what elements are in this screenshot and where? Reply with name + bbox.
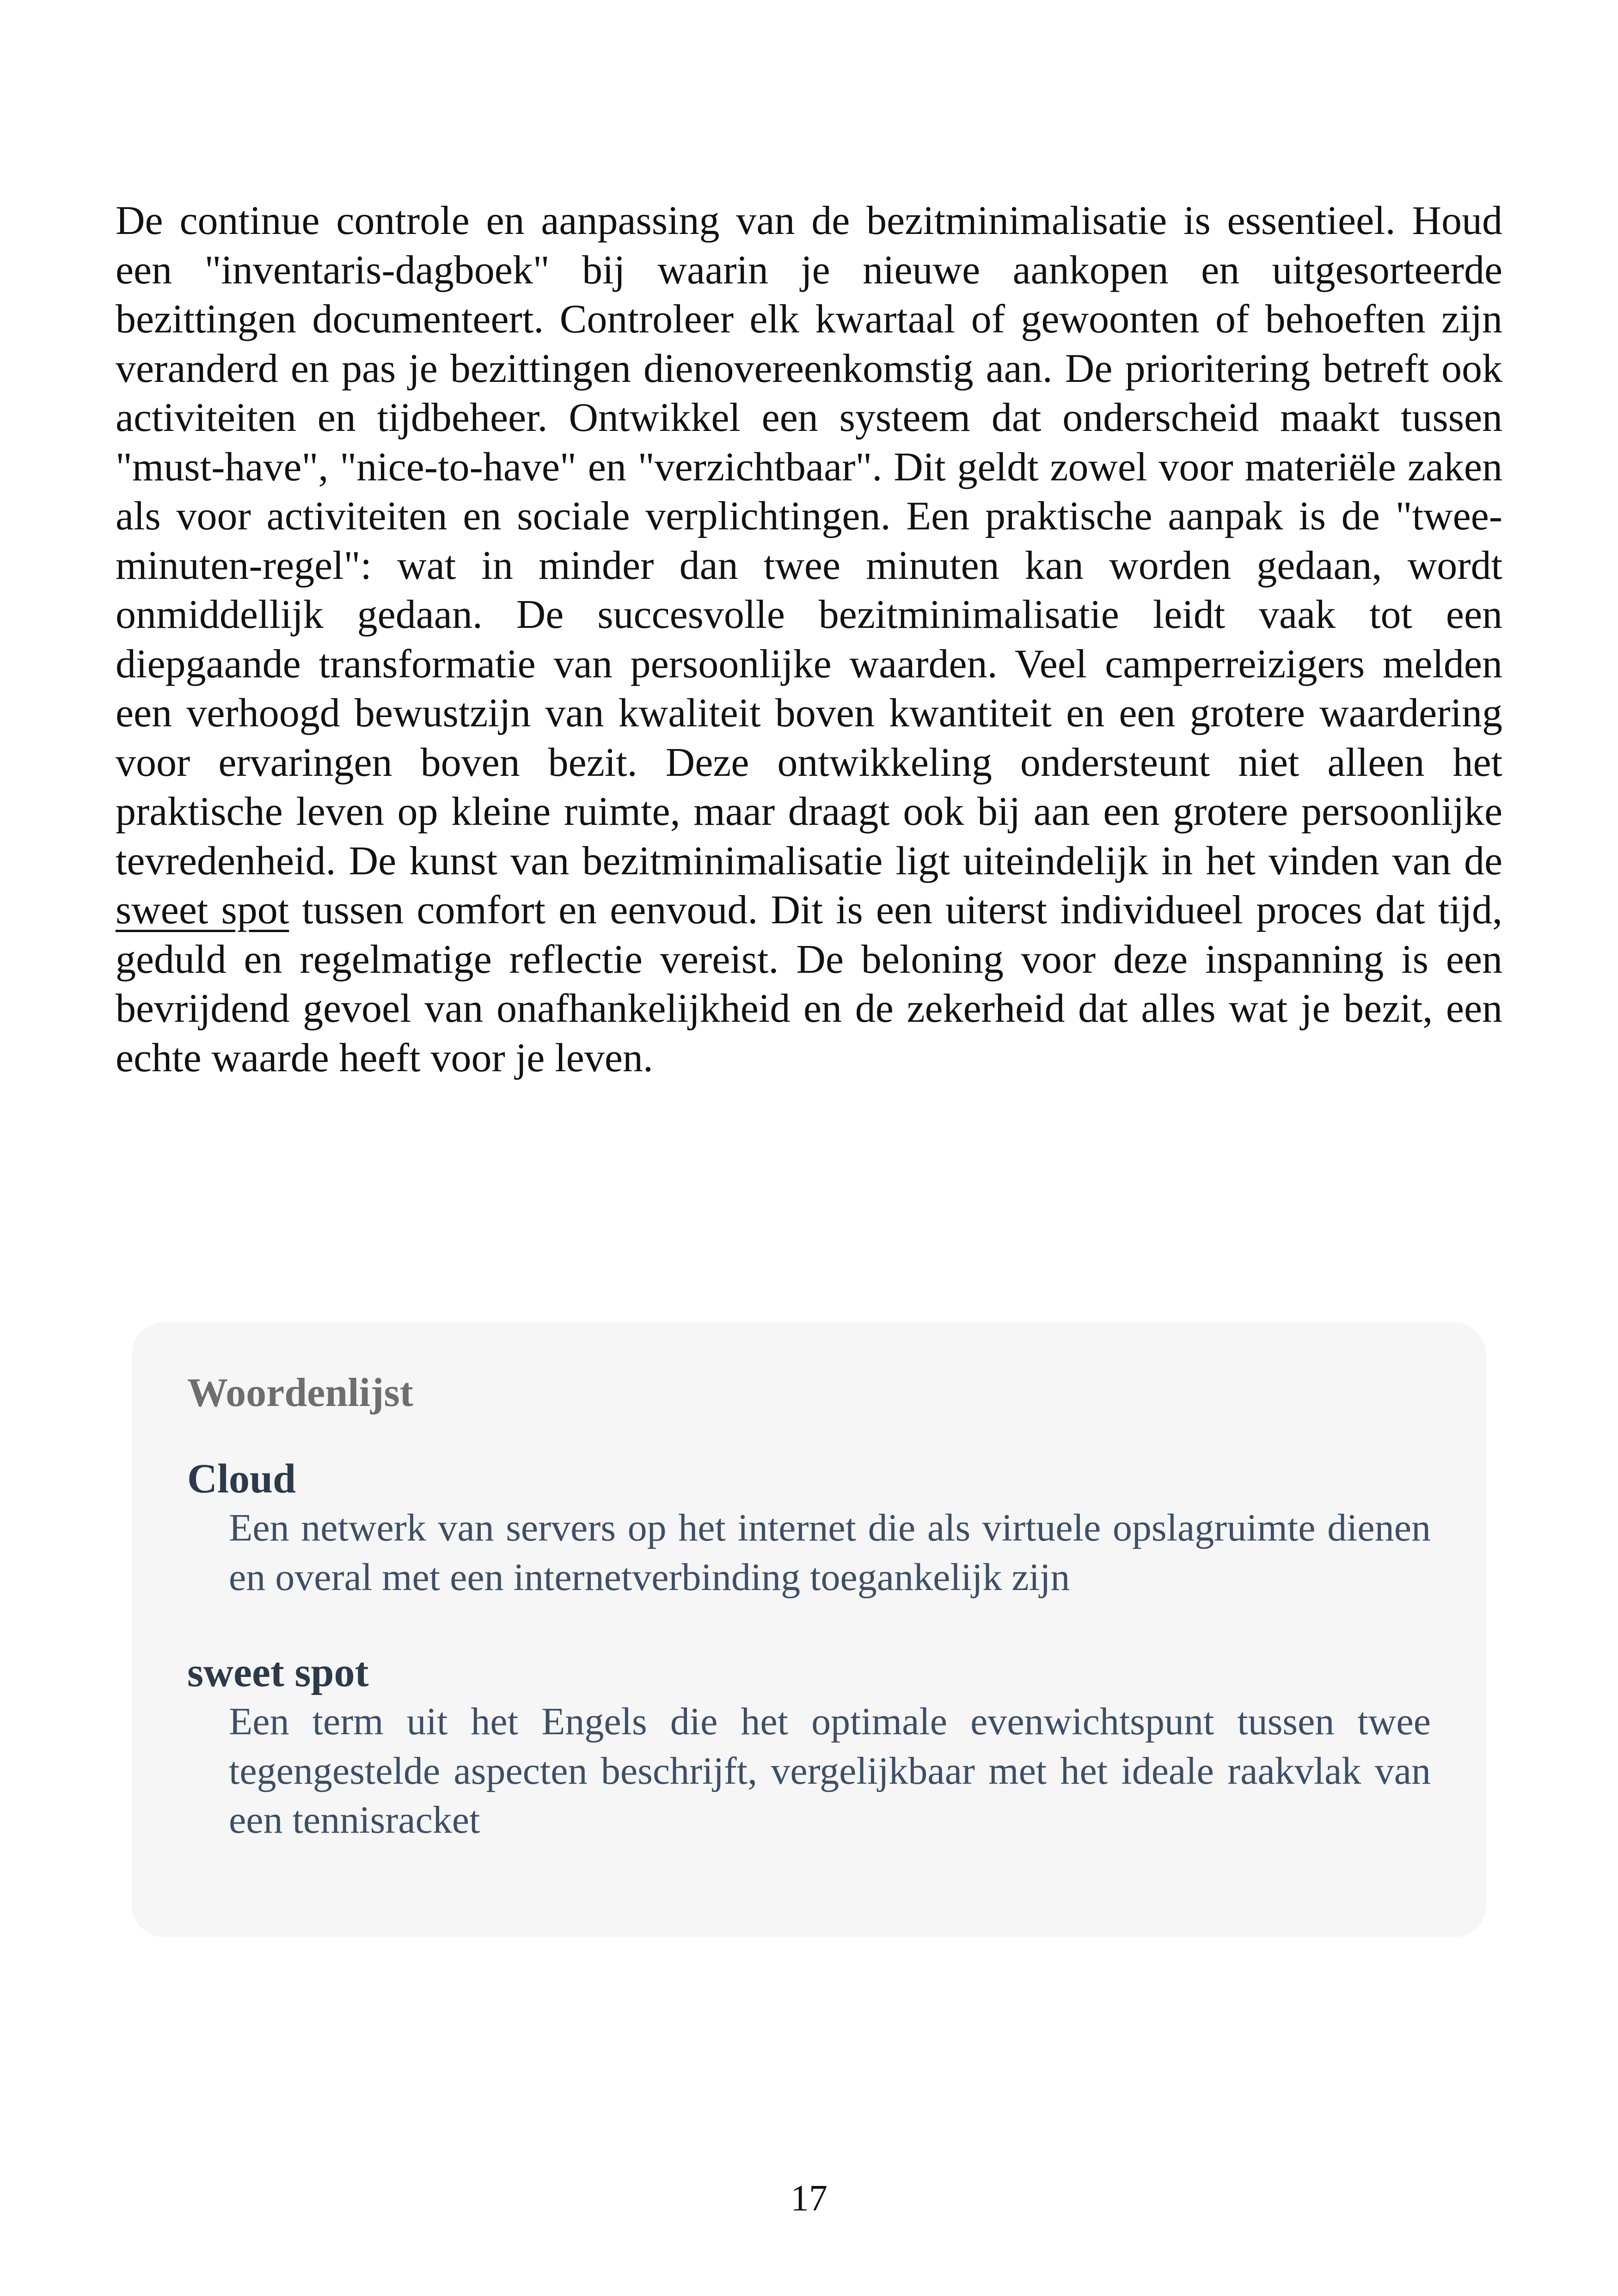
page-number: 17 [791,2178,827,2219]
body-paragraph [116,196,1502,1083]
glossary-entry-sweet-spot [187,1648,1431,1845]
glossary-definition: Een netwerk van servers op het internet die als virtuele opslagruimte dienen en overal met een internetverbinding toegankelijk zijn [229,1506,1431,1599]
glossary-title: Woordenlijst [187,1370,413,1415]
body-text-after-term: tussen comfort en eenvoud. Dit is een uiterst individueel proces dat tijd, geduld en regelmatige reflectie vereist. De beloning voor deze inspanning is een bevrijdend gevoel van onafhankelijkheid en de zekerheid dat alles wat je bezit, een echte waarde heeft voor je leven. [116,888,1502,1080]
glossary-entry-cloud [187,1455,1431,1602]
glossary-definition: Een term uit het Engels die het optimale evenwichtspunt tussen twee tegengestelde aspecten beschrijft, vergelijkbaar met het ideale raakvlak van een tennisracket [229,1700,1431,1842]
glossary-term-link-sweet-spot[interactable]: sweet spot [116,888,289,933]
glossary-term: sweet spot [187,1650,369,1695]
glossary-box [132,1322,1486,1937]
glossary-term: Cloud [187,1456,296,1502]
body-text-before-term: De continue controle en aanpassing van de bezitminimalisatie is essentieel. Houd een "inventaris-dagboek" bij waarin je nieuwe aankopen en uitgesorteerde bezittingen documenteert. Controleer elk kwartaal of gewoonten of behoeften zijn veranderd en pas je bezittingen dienovereenkomstig aan. De prioritering betreft ook activiteiten en tijdbeheer. Ontwikkel een systeem dat onderscheid maakt tussen "must-have", "nice-to-have" en "verzichtbaar". Dit geldt zowel voor materiële zaken als voor activiteiten en sociale verplichtingen. Een praktische aanpak is de "twee-minuten-regel": wat in minder dan twee minuten kan worden gedaan, wordt onmiddellijk gedaan. De succesvolle bezitminimalisatie leidt vaak tot een diepgaande transformatie van persoonlijke waarden. Veel camperreizigers melden een verhoogd bewustzijn van kwaliteit boven kwantiteit en een grotere waardering voor ervaringen boven bezit. Deze ontwikkeling ondersteunt niet alleen het praktische leven op kleine ruimte, maar draagt ook bij aan een grotere persoonlijke tevredenheid. De kunst van bezitminimalisatie ligt uiteindelijk in het vinden van de [116,198,1502,884]
